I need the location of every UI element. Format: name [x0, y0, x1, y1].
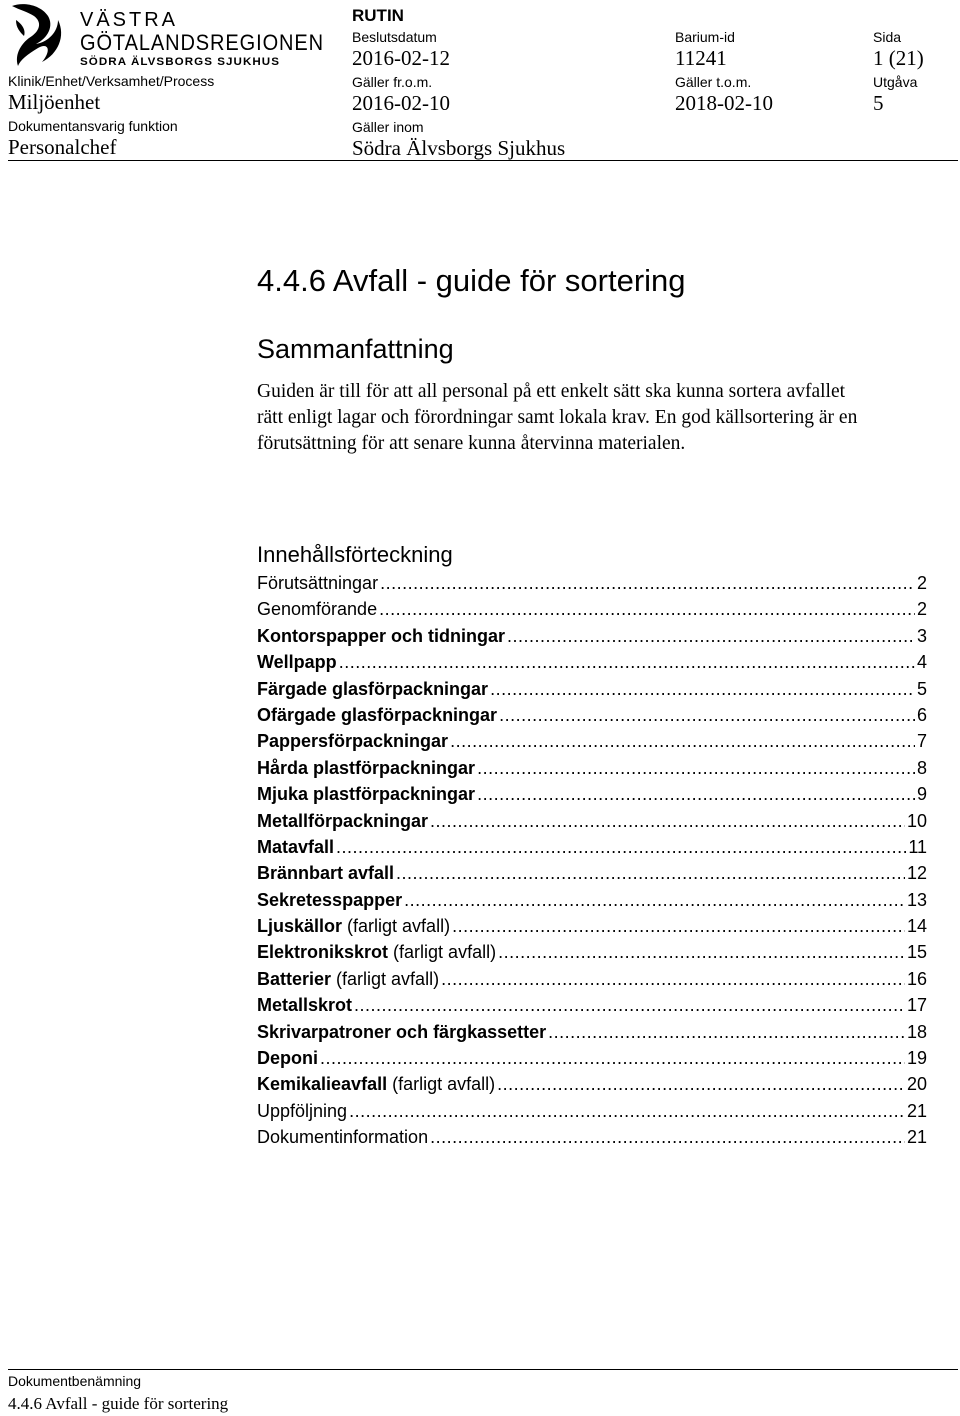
toc-entry[interactable]	[257, 758, 927, 784]
toc-entry-label	[257, 573, 378, 594]
toc-entry-label	[257, 995, 352, 1016]
summary-line: Guiden är till för att all personal på ett enkelt sätt ska kunna sortera avfallet	[257, 381, 846, 402]
toc-entry-text: (farligt avfall)	[387, 1074, 496, 1095]
unit-label: Klinik/Enhet/Verksamhet/Process	[8, 73, 215, 89]
toc-entry-page: 8	[916, 757, 927, 778]
toc-entry-title: Elektronikskrot	[257, 942, 389, 963]
toc-entry[interactable]	[257, 942, 927, 968]
logo-line-3: SÖDRA ÄLVSBORGS SJUKHUS	[80, 56, 270, 68]
toc-entry-label	[257, 1127, 428, 1148]
toc-dot-leader	[498, 942, 905, 963]
toc-entry-page: 20	[906, 1074, 927, 1095]
document-title: 4.4.6 Avfall - guide för sortering	[257, 263, 686, 298]
vgr-swirl-logo-icon	[12, 4, 61, 66]
toc-entry-label	[257, 1022, 546, 1043]
summary-heading: Sammanfattning	[257, 334, 454, 364]
toc-dot-leader	[396, 863, 905, 884]
toc-entry[interactable]	[257, 1048, 927, 1074]
toc-entry[interactable]	[257, 969, 927, 995]
responsible-label: Dokumentansvarig funktion	[8, 118, 178, 134]
toc-entry-label	[257, 731, 448, 752]
valid-to-label: Gäller t.o.m.	[675, 74, 752, 90]
toc-entry-label	[257, 837, 334, 858]
toc-dot-leader	[548, 1022, 905, 1043]
footer-value: 4.4.6 Avfall - guide för sortering	[8, 1394, 229, 1413]
toc-entry-page: 4	[916, 652, 927, 673]
toc-dot-leader	[507, 626, 915, 647]
edition-label: Utgåva	[873, 74, 918, 90]
toc-dot-leader	[339, 652, 915, 673]
toc-entry-text: Uppföljning	[257, 1100, 348, 1121]
toc-entry-page: 13	[906, 889, 927, 910]
toc-entry[interactable]	[257, 679, 927, 705]
toc-entry-title: Deponi	[257, 1048, 318, 1069]
toc-entry[interactable]	[257, 995, 927, 1021]
toc-entry[interactable]	[257, 1074, 927, 1100]
toc-entry-text: (farligt avfall)	[331, 968, 440, 989]
toc-entry-page: 2	[916, 573, 927, 593]
toc-entry-title: Ofärgade glasförpackningar	[257, 704, 498, 725]
footer-divider	[8, 1369, 958, 1370]
toc-entry-label	[257, 1074, 495, 1095]
table-of-contents	[257, 573, 927, 1154]
toc-entry[interactable]	[257, 863, 927, 889]
barium-value: 11241	[675, 46, 727, 70]
toc-entry-text: Genomförande	[257, 599, 378, 620]
toc-entry-page: 2	[916, 599, 927, 620]
toc-entry[interactable]	[257, 626, 927, 652]
toc-entry[interactable]	[257, 731, 927, 757]
toc-entry-page: 9	[916, 784, 927, 805]
responsible-value: Personalchef	[8, 135, 117, 159]
edition-value: 5	[873, 91, 884, 115]
toc-entry-title: Mjuka plastförpackningar	[257, 784, 476, 805]
toc-dot-leader	[430, 811, 905, 832]
toc-entry[interactable]	[257, 811, 927, 837]
toc-dot-leader	[379, 599, 915, 620]
toc-entry-label	[257, 890, 402, 911]
toc-dot-leader	[354, 995, 905, 1016]
toc-dot-leader	[452, 916, 905, 937]
logo-line-2: GÖTALANDSREGIONEN	[80, 30, 324, 55]
toc-dot-leader	[490, 679, 915, 700]
scope-value: Södra Älvsborgs Sjukhus	[352, 136, 566, 160]
toc-entry-page: 6	[916, 704, 927, 725]
toc-dot-leader	[497, 1074, 905, 1095]
toc-dot-leader	[499, 705, 915, 726]
toc-entry-page: 7	[916, 731, 927, 752]
toc-dot-leader	[349, 1101, 905, 1122]
summary-line: förutsättning för att senare kunna återvinna materialen.	[257, 433, 686, 454]
summary-paragraph	[257, 379, 947, 457]
toc-dot-leader	[477, 784, 915, 805]
toc-entry-text: Dokumentinformation	[257, 1127, 429, 1148]
toc-entry-page: 5	[916, 678, 927, 699]
toc-entry-page: 21	[906, 1127, 927, 1148]
toc-entry[interactable]	[257, 784, 927, 810]
toc-entry-page: 3	[916, 625, 927, 646]
toc-entry-label	[257, 942, 496, 963]
toc-entry-title: Pappersförpackningar	[257, 731, 449, 752]
toc-entry[interactable]	[257, 705, 927, 731]
valid-from-label: Gäller fr.o.m.	[352, 74, 433, 90]
toc-entry-title: Skrivarpatroner och färgkassetter	[257, 1021, 547, 1042]
toc-heading: Innehållsförteckning	[257, 542, 453, 567]
toc-entry-label	[257, 599, 377, 620]
toc-entry-page: 17	[906, 995, 927, 1016]
toc-dot-leader	[404, 890, 905, 911]
toc-dot-leader	[430, 1127, 905, 1148]
unit-value: Miljöenhet	[8, 90, 101, 114]
toc-entry[interactable]	[257, 1022, 927, 1048]
valid-from-value: 2016-02-10	[352, 91, 450, 115]
toc-entry-title: Sekretesspapper	[257, 889, 403, 910]
toc-entry-title: Ljuskällor	[257, 916, 343, 937]
toc-entry-label	[257, 811, 428, 832]
toc-entry-title: Batterier	[257, 968, 332, 989]
toc-entry-title: Färgade glasförpackningar	[257, 678, 489, 699]
toc-entry[interactable]	[257, 890, 927, 916]
toc-entry[interactable]	[257, 1101, 927, 1127]
toc-entry[interactable]	[257, 573, 927, 599]
toc-entry-title: Hårda plastförpackningar	[257, 757, 476, 778]
footer-label: Dokumentbenämning	[8, 1373, 142, 1389]
scope-label: Gäller inom	[352, 119, 424, 135]
toc-entry-text: (farligt avfall)	[342, 916, 451, 937]
header-divider	[8, 160, 958, 161]
page-value: 1 (21)	[873, 46, 924, 70]
summary-line: rätt enligt lagar och förordningar samt lokala krav. En god källsortering är en	[257, 407, 858, 428]
toc-entry-page: 16	[906, 968, 927, 989]
toc-entry-title: Matavfall	[257, 836, 335, 857]
toc-entry[interactable]	[257, 1127, 927, 1153]
toc-entry-title: Wellpapp	[257, 652, 337, 673]
page-label: Sida	[873, 29, 902, 45]
toc-entry-title: Kontorspapper och tidningar	[257, 625, 506, 646]
toc-entry-label	[257, 679, 488, 700]
toc-entry-page: 14	[906, 916, 927, 937]
toc-entry-label	[257, 1101, 347, 1122]
toc-entry-title: Metallförpackningar	[257, 810, 429, 831]
toc-dot-leader	[380, 573, 915, 594]
toc-entry[interactable]	[257, 837, 927, 863]
toc-entry-text: (farligt avfall)	[388, 942, 497, 963]
toc-entry[interactable]	[257, 599, 927, 625]
vgr-logo	[8, 2, 324, 68]
toc-entry-title: Brännbart avfall	[257, 863, 395, 884]
toc-entry-page: 15	[906, 942, 927, 963]
toc-entry[interactable]	[257, 916, 927, 942]
toc-entry-page: 10	[906, 810, 927, 831]
toc-entry-label	[257, 916, 450, 937]
decided-label: Beslutsdatum	[352, 29, 437, 45]
toc-dot-leader	[336, 837, 906, 858]
toc-entry-label	[257, 652, 337, 673]
toc-dot-leader	[320, 1048, 905, 1069]
toc-dot-leader	[450, 731, 915, 752]
toc-dot-leader	[441, 969, 905, 990]
toc-entry-page: 12	[906, 863, 927, 884]
toc-entry-label	[257, 758, 475, 779]
valid-to-value: 2018-02-10	[675, 91, 773, 115]
toc-entry-page: 18	[906, 1021, 927, 1042]
decided-value: 2016-02-12	[352, 46, 450, 70]
toc-entry-label	[257, 705, 497, 726]
doc-type: RUTIN	[352, 6, 404, 25]
toc-entry-label	[257, 969, 439, 990]
toc-entry-label	[257, 863, 394, 884]
toc-entry-label	[257, 784, 475, 805]
toc-entry-title: Kemikalieavfall	[257, 1074, 388, 1095]
toc-entry[interactable]	[257, 652, 927, 678]
toc-dot-leader	[477, 758, 915, 779]
toc-entry-page: 11	[908, 836, 927, 857]
toc-entry-page: 21	[906, 1100, 927, 1121]
toc-entry-label	[257, 1048, 318, 1069]
toc-entry-text: Förutsättningar	[257, 573, 379, 593]
toc-entry-title: Metallskrot	[257, 995, 353, 1016]
toc-entry-page: 19	[906, 1048, 927, 1069]
logo-line-1: VÄSTRA	[80, 9, 179, 31]
toc-entry-label	[257, 626, 505, 647]
barium-label: Barium-id	[675, 29, 735, 45]
